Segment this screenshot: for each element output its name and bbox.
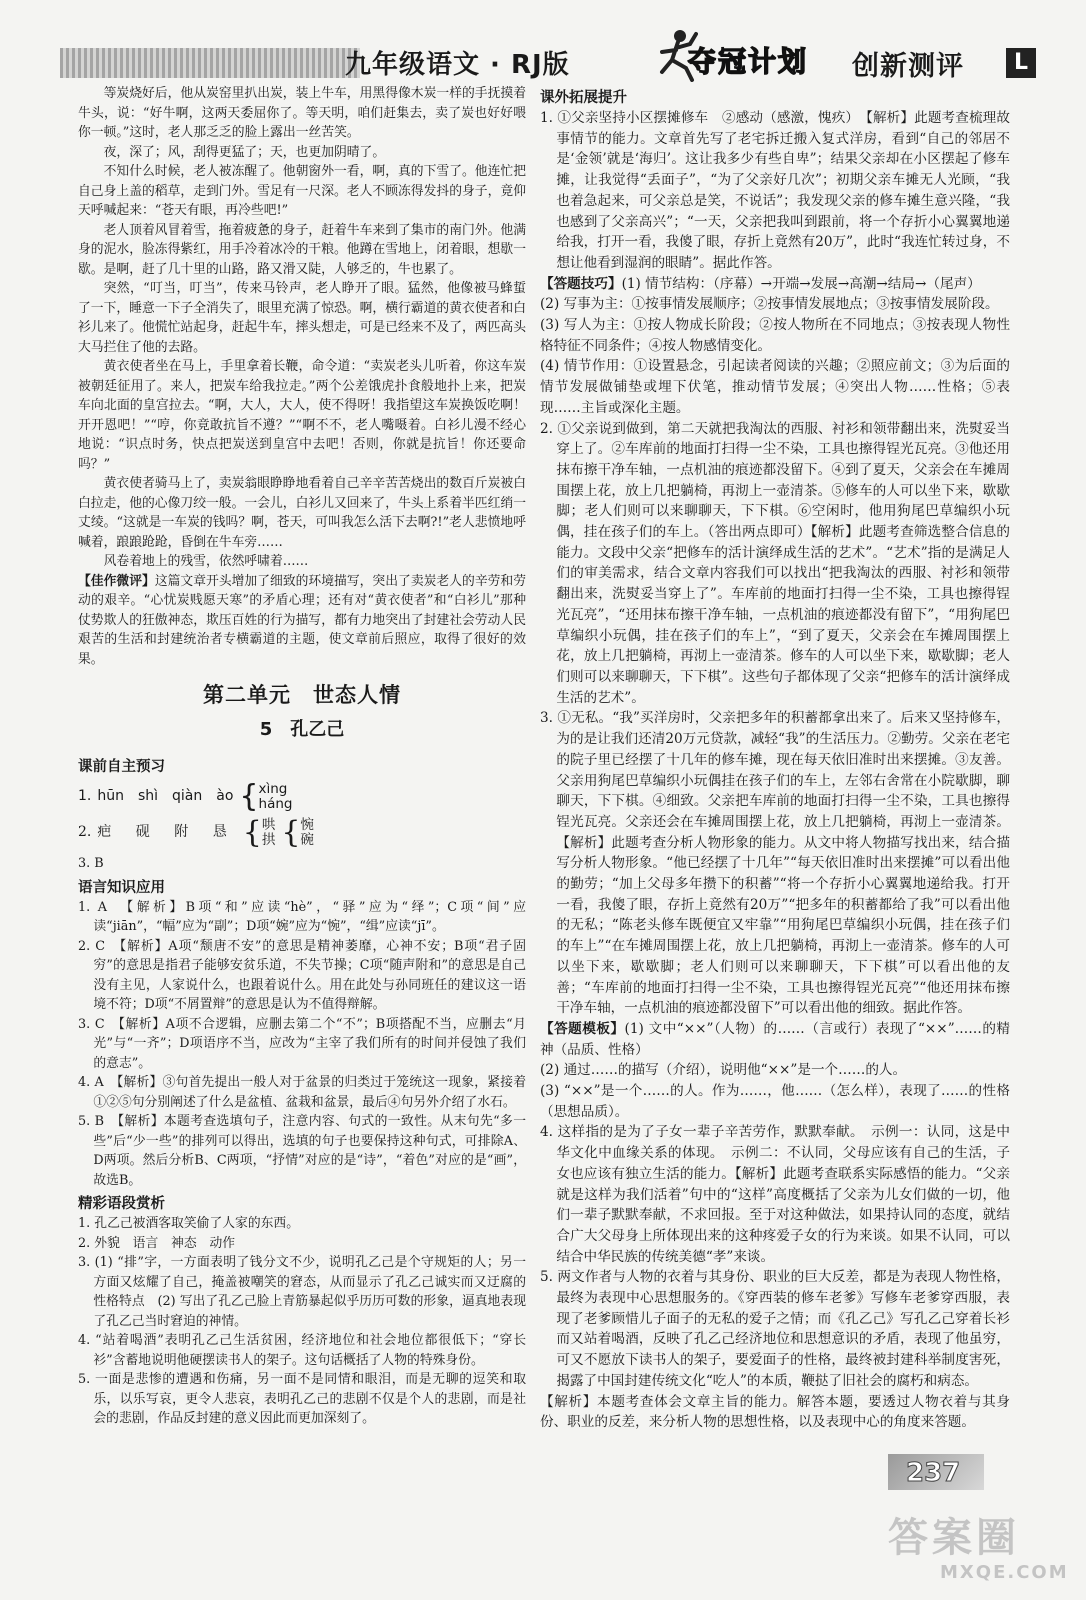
template-line: (3) “××”是一个……的人。作为……，他……（怎么样），表现了……的性格（思想品质）。 [540, 1083, 1010, 1120]
right-column [540, 84, 1010, 1433]
story-paragraph: 风卷着地上的残雪，依然呼啸着…… [103, 554, 309, 569]
skill-tag: 【答题技巧】 [540, 275, 622, 292]
answer-item: 3. (1) “排”字，一方面表明了钱分文不少，说明孔乙己是个守规矩的人；另一方面又炫耀了自己，掩盖被嘲笑的窘态，从而显示了孔乙己诚实而又迂腐的性格特点 (2) 写出了孔乙己脸上青筋暴起似乎历历可数的形象，逼真地表现了孔乙己当时窘迫的神情。 [78, 1255, 526, 1329]
skill-line: (4) 情节作用：①设置悬念，引起读者阅读的兴趣；②照应前文；③为后面的情节发展做铺垫或埋下伏笔，推动情节发展；④突出人物……性格；⑤表现……主旨或深化主题。 [540, 358, 1010, 416]
template-line: (1) 文中“××”（人物）的……（言或行）表现了“××”……的精神（品质、性格） [540, 1020, 1011, 1058]
template-tag-line [540, 1019, 1010, 1060]
story-paragraph: 夜，深了；风，刮得更猛了；天，也更加阴晴了。 [103, 144, 386, 160]
page-number-badge [888, 1454, 984, 1490]
story-paragraph: 不知什么时候，老人被冻醒了。他朝窗外一看，啊，真的下雪了。他连忙把自己身上盖的稻草，走到门外。雪足有一尺深。老人不顾冻得发抖的身子，竟仰天呼喊起来：“苍天有眼，再冷些吧!” [78, 164, 526, 218]
watermark [880, 1506, 1070, 1596]
answer-item: 2. ①父亲说到做到，第二天就把我淘汰的西服、衬衫和领带翻出来，洗熨妥当穿上了。②车库前的地面打扫得一尘不染，工具也擦得锃光瓦亮。③他还用抹布擦干净车轴，一点机油的痕迹都没留下。④到了夏天，父亲会在车摊周围摆上花，放上几把躺椅，再沏上一壶清茶。⑤修车的人可以坐下来，歇歇脚；老人们则可以来聊聊天，下下棋。⑥空闲时，他用狗尾巴草编织小玩偶，挂在孩子们的车上。（答出两点即可）【解析】此题考查筛选整合信息的能力。文段中父亲“把修车的活计演绎成生活的艺术”。“艺术”指的是满足人们的审美需求，结合文章内容我们可以找出“把我淘汰的西服、衬衫和领带翻出来，洗熨妥当穿上了”。车库前的地面打扫得一尘不染，工具也擦得锃光瓦亮”，“还用抹布擦干净车轴，一点机油的痕迹都没有留下”，“用狗尾巴草编织小玩偶，挂在孩子们的车上”，“到了夏天，父亲会在车摊周围摆上花，放上几把躺椅，再沏上一壶清茶。修车的人可以坐下来，歇歇脚；老人们则可以来聊聊天，下下棋”。这些句子都体现了父亲“把修车的活计演绎成生活的艺术”。 [540, 420, 1010, 706]
brand-logo [658, 28, 848, 82]
watermark-url: MXQE.COM [940, 1562, 1069, 1583]
q2-chars-text: 疤 砚 附 恳 [97, 824, 237, 841]
header-decorative-band [60, 48, 360, 78]
story-paragraph: 黄衣使者坐在马上，手里拿着长鞭，命令道：“卖炭老头儿听着，你这车炭被朝廷征用了。来人，把炭车给我拉走。”两个公差饿虎扑食般地扑上来，把炭车向北面的皇宫拉去。“啊，大人，大人，使不得呀！我指望这车炭换饭吃啊！开开恩吧！”“哼，你竟敢抗旨不遵？”“啊不不，老人嘴嗫着。白衫儿漫不经心地说：“识点时务，快点把炭送到皇宫中去吧！否则，你就是抗旨！你还要命吗？” [78, 359, 526, 472]
q1-label: 1. [78, 788, 92, 805]
q2-brace-1-top: 哄 [261, 817, 276, 833]
section-title-language: 语言知识应用 [78, 879, 165, 896]
q2-brace-1: { 哄 拱 [242, 815, 276, 850]
essay-comment [78, 572, 526, 670]
unit-title: 第二单元 世态人情 [203, 683, 401, 707]
page-number: 237 [906, 1458, 961, 1488]
story-paragraph: 老人顶着风冒着雪，拖着疲惫的身子，赶着牛车来到了集市的南门外。他满身的泥水，脸冻得紫红，用手冷着冰冷的干粮。他蹲在雪地上，闭着眼，想歇一歇。是啊，赶了几十里的山路，路又滑又陡，人够乏的，牛也累了。 [78, 222, 526, 277]
story-paragraph: 突然，“叮当，叮当”，传来马铃声，老人睁开了眼。猛然，他像被马蜂蜇了一下，睡意一下子全消失了，眼里充满了惊恐。啊，横行霸道的黄衣使者和白衫儿来了。他慌忙站起身，赶起牛车，摔头想走，可是已经来不及了，两匹高头大马拦住了他的去路。 [78, 281, 526, 355]
answer-item: 4. 这样指的是为了子女一辈子辛苦劳作，默默奉献。 示例一：认同，这是中华文化中血缘关系的体现。 示例二：不认同，父母应该有自己的生活，子女也应该有独立生活的能力。【解析】此题考查联系实际感悟的能力。“父亲就是这样为我们活着”句中的“这样”高度概括了父亲为儿女们做的一切，他们一辈子默默奉献，不求回报。至于对这种做法，如果持认同的态度，就结合广大父母身上所体现出来的这种疼爱子女的行为来谈。如果不认同，可以结合中华民族的传统美德“孝”来谈。 [540, 1124, 1010, 1265]
q1-brace-bottom: háng [258, 796, 293, 812]
section-title-preview: 课前自主预习 [78, 759, 165, 775]
header-subject: 九年级语文 · RJ版 [345, 50, 570, 80]
brand-name: 夺冠计划 [688, 45, 809, 78]
skill-line: (2) 写事为主：①按事情发展顺序；②按事情发展地点；③按事情发展阶段。 [540, 296, 999, 313]
answer-item: 5. B 【解析】本题考查选填句子，注意内容、句式的一致性。从末句先“多一些”后“少一些”的排列可以得出，选填的句子也要保持这种句式，可排除A、D两项。然后分析B、C两项，“抒情”对应的是“诗”，“着色”对应的是“画”，故选B。 [78, 1114, 526, 1188]
q2-brace-2: { 惋 碗 [281, 815, 314, 850]
header-mark: L [1006, 48, 1036, 78]
answer-item: 4. A 【解析】③句首先提出一般人对于盆景的归类过于笼统这一现象，紧接着①②⑤句分别阐述了什么是盆植、盆栽和盆景，最后④句另外介绍了水石。 [78, 1075, 526, 1110]
question-2-chars [78, 815, 526, 850]
q2-brace-1-bottom: 拱 [261, 832, 276, 848]
question-1-pinyin [78, 779, 526, 814]
skill-line: (3) 写人为主：①按人物成长阶段；②按人物所在不同地点；③按表现人物性格特征不同条件；④按人物感情变化。 [540, 317, 1010, 354]
watermark-text: 答案圈 [888, 1515, 1020, 1561]
story-paragraph: 等炭烧好后，他从炭窑里扒出炭，装上牛车，用黑得像木炭一样的手抚摸着牛头，说：“好牛啊，这两天委屈你了。等天明，咱们赶集去，卖了炭也好好喂你一顿。”这时，老人那乏乏的脸上露出一丝苦笑。 [78, 86, 526, 140]
template-tag: 【答题模板】 [540, 1020, 625, 1037]
q1-brace: { xìng háng [239, 779, 293, 814]
q1-pinyin-text: hūn shì qiàn ào [97, 788, 234, 805]
header-series: 创新测评 [852, 51, 964, 82]
page-header [0, 0, 1086, 82]
comment-tag: 【佳作微评】 [78, 573, 155, 589]
comment-text: 这篇文章开头增加了细致的环境描写，突出了卖炭老人的辛劳和劳动的艰辛。“心忧炭贱愿天寒”的矛盾心理；还有对“黄衣使者”和“白衫儿”那种仗势欺人的狂傲神态，欺压百姓的行为描写，都有力地突出了封建社会劳动人民艰苦的生活和封建统治者专横霸道的主题，使文章前后照应，取得了很好的效果。 [78, 573, 527, 667]
template-line: (2) 通过……的描写（介绍），说明他“××”是一个……的人。 [540, 1062, 907, 1079]
answer-item: 2. C 【解析】A项“颓唐不安”的意思是精神萎靡，心神不安；B项“君子固穷”的意思是指君子能够安贫乐道，不失节操；C项“随声附和”的意思是自己没有主见，人家说什么，也跟着说什么。用在此处与孙同班任的建议这一语境不符；D项“不屑置辩”的意思是认为不值得辩解。 [78, 938, 526, 1012]
q2-brace-2-bottom: 碗 [300, 832, 314, 848]
answer-item: 3. ①无私。“我”买洋房时，父亲把多年的积蓄都拿出来了。后来又坚持修车，为的是让我们还清20万元贷款，减轻“我”的生活压力。②勤劳。父亲在老宅的院子里已经摆了十几年的修车摊，现在每天依旧准时出来摆摊。③友善。父亲用狗尾巴草编织小玩偶挂在孩子们的车上，左邻右舍常在小院歇脚，聊聊天，下下棋。④细致。父亲把车库前的地面打扫得一尘不染，工具也擦得锃光瓦亮。父亲还会在车摊周围摆上花，放上几把躺椅，再沏上一壶清茶。【解析】此题考查分析人物形象的能力。从文中将人物描写找出来，结合描写分析人物形象。“他已经摆了十几年”“每天依旧准时出来摆摊”可以看出他的勤劳；“加上父母多年攒下的积蓄”“将一个存折小心翼翼地递给我。打开一看，我傻了眼，存折上竟然有20万”“把多年的积蓄都给了我”可以看出他的无私；“陈老头修车既便宜又牢靠”“用狗尾巴草编织小玩偶，挂在孩子们的车上”“在车摊周围摆上花，放上几把躺椅，再沏上一壶清茶。修车的人可以坐下来，歇歇脚；老人们则可以来聊聊天，下下棋”可以看出他的友善；“车库前的地面打扫得一尘不染，工具也擦得锃光瓦亮”“他还用抹布擦干净车轴，一点机油的痕迹都没留下”可以看出他的细致。据此作答。 [540, 710, 1010, 1017]
skill-line: (1) 情节结构：（序幕）→开端→发展→高潮→结局→（尾声） [621, 275, 981, 292]
analysis-paragraph: 【解析】本题考查体会文章主旨的能力。解答本题，要透过人物衣着与其身份、职业的反差，来分析人物的思想性格，以及表现中心的角度来答题。 [540, 1393, 1010, 1431]
q2-label: 2. [78, 824, 92, 841]
answer-item: 5. 一面是悲惨的遭遇和伤痛，另一面不是同情和眼泪，而是无聊的逗笑和取乐，以乐写哀，更令人悲哀，表明孔乙己的悲剧不仅是个人的悲剧，而是社会的悲剧，作品反封建的意义因此而更加深刻了。 [78, 1372, 526, 1426]
answer-item: 2. 外貌 语言 神态 动作 [78, 1235, 236, 1251]
answer-item: 4. “站着喝酒”表明孔乙己生活贫困，经济地位和社会地位都很低下；“穿长衫”含蓄地说明他硬摆读书人的架子。这句话概括了人物的特殊身份。 [78, 1333, 526, 1368]
q1-brace-top: xìng [258, 781, 288, 797]
answer-item: 1. A 【解析】B项“和”应读“hè”，“驿”应为“绎”；C项“间”应读“jiān”，“幅”应为“副”；D项“婉”应为“惋”，“缉”应读“jī”。 [78, 899, 526, 934]
answer-item: 3. C 【解析】A项不合逻辑，应删去第二个“不”；B项搭配不当，应删去“月光”与“一齐”；D项语序不当，应改为“主宰了我们所有的时间并侵蚀了我们的意志”。 [78, 1016, 526, 1071]
answer-item: 1. ①父亲坚持小区摆摊修车 ②感动（感激，愧疚） 【解析】此题考查梳理故事情节的能力。文章首先写了老宅拆迁搬入复式洋房，看到“自己的邻居不是‘金领’就是‘海归’。这让我多少有些自卑”；结果父亲却在小区摆起了修车摊，让我觉得“丢面子”，“为了父亲好几次”；初期父亲车摊无人光顾，“我也着急起来，可父亲总是笑，不说话”；我发现父亲的修车摊生意兴隆，“我也感到了父亲高兴”；“一天，父亲把我叫到跟前，将一个存折小心翼翼地递给我，打开一看，我傻了眼，存折上竟然有20万”，此时“我连忙转过身，不想让他看到湿润的眼睛”。据此作答。 [540, 110, 1010, 271]
section-title-reading: 精彩语段赏析 [78, 1196, 165, 1212]
answer-item: 1. 孔乙己被酒客取笑偷了人家的东西。 [78, 1216, 300, 1231]
skill-tag-line [540, 274, 1010, 295]
question-3: 3. B [78, 856, 104, 871]
answer-item: 5. 两文作者与人物的衣着与其身份、职业的巨大反差，都是为表现人物性格，最终为表现中心思想服务的。《穿西装的修车老爹》写修车老爹穿西服，表现了老爹顾惜儿子面子的无私的爱子之情；而《孔乙己》写孔乙己穿着长衫而又站着喝酒，反映了孔乙己经济地位和思想意识的矛盾，表现了他虽穷，可又不愿放下读书人的架子，要爱面子的性格，最终被封建科举制度害死，揭露了中国封建传统文化“吃人”的本质，鞭挞了旧社会的腐朽和病态。 [540, 1269, 1010, 1389]
story-paragraph: 黄衣使者骑马上了，卖炭翁眼睁睁地看着自己辛辛苦苦烧出的数百斤炭被白白拉走，他的心像刀绞一般。一会儿，白衫儿又回来了，牛头上系着半匹红绡一丈绫。“这就是一车炭的钱吗？啊，苍天，可叫我怎么活下去啊?!”老人悲愤地呼喊着，踉踉跄跄，昏倒在牛车旁…… [78, 476, 526, 550]
left-column [78, 84, 526, 1429]
lesson-title: 5 孔乙己 [259, 719, 345, 740]
q2-brace-2-top: 惋 [300, 817, 314, 833]
section-title-extension: 课外拓展提升 [540, 90, 627, 106]
